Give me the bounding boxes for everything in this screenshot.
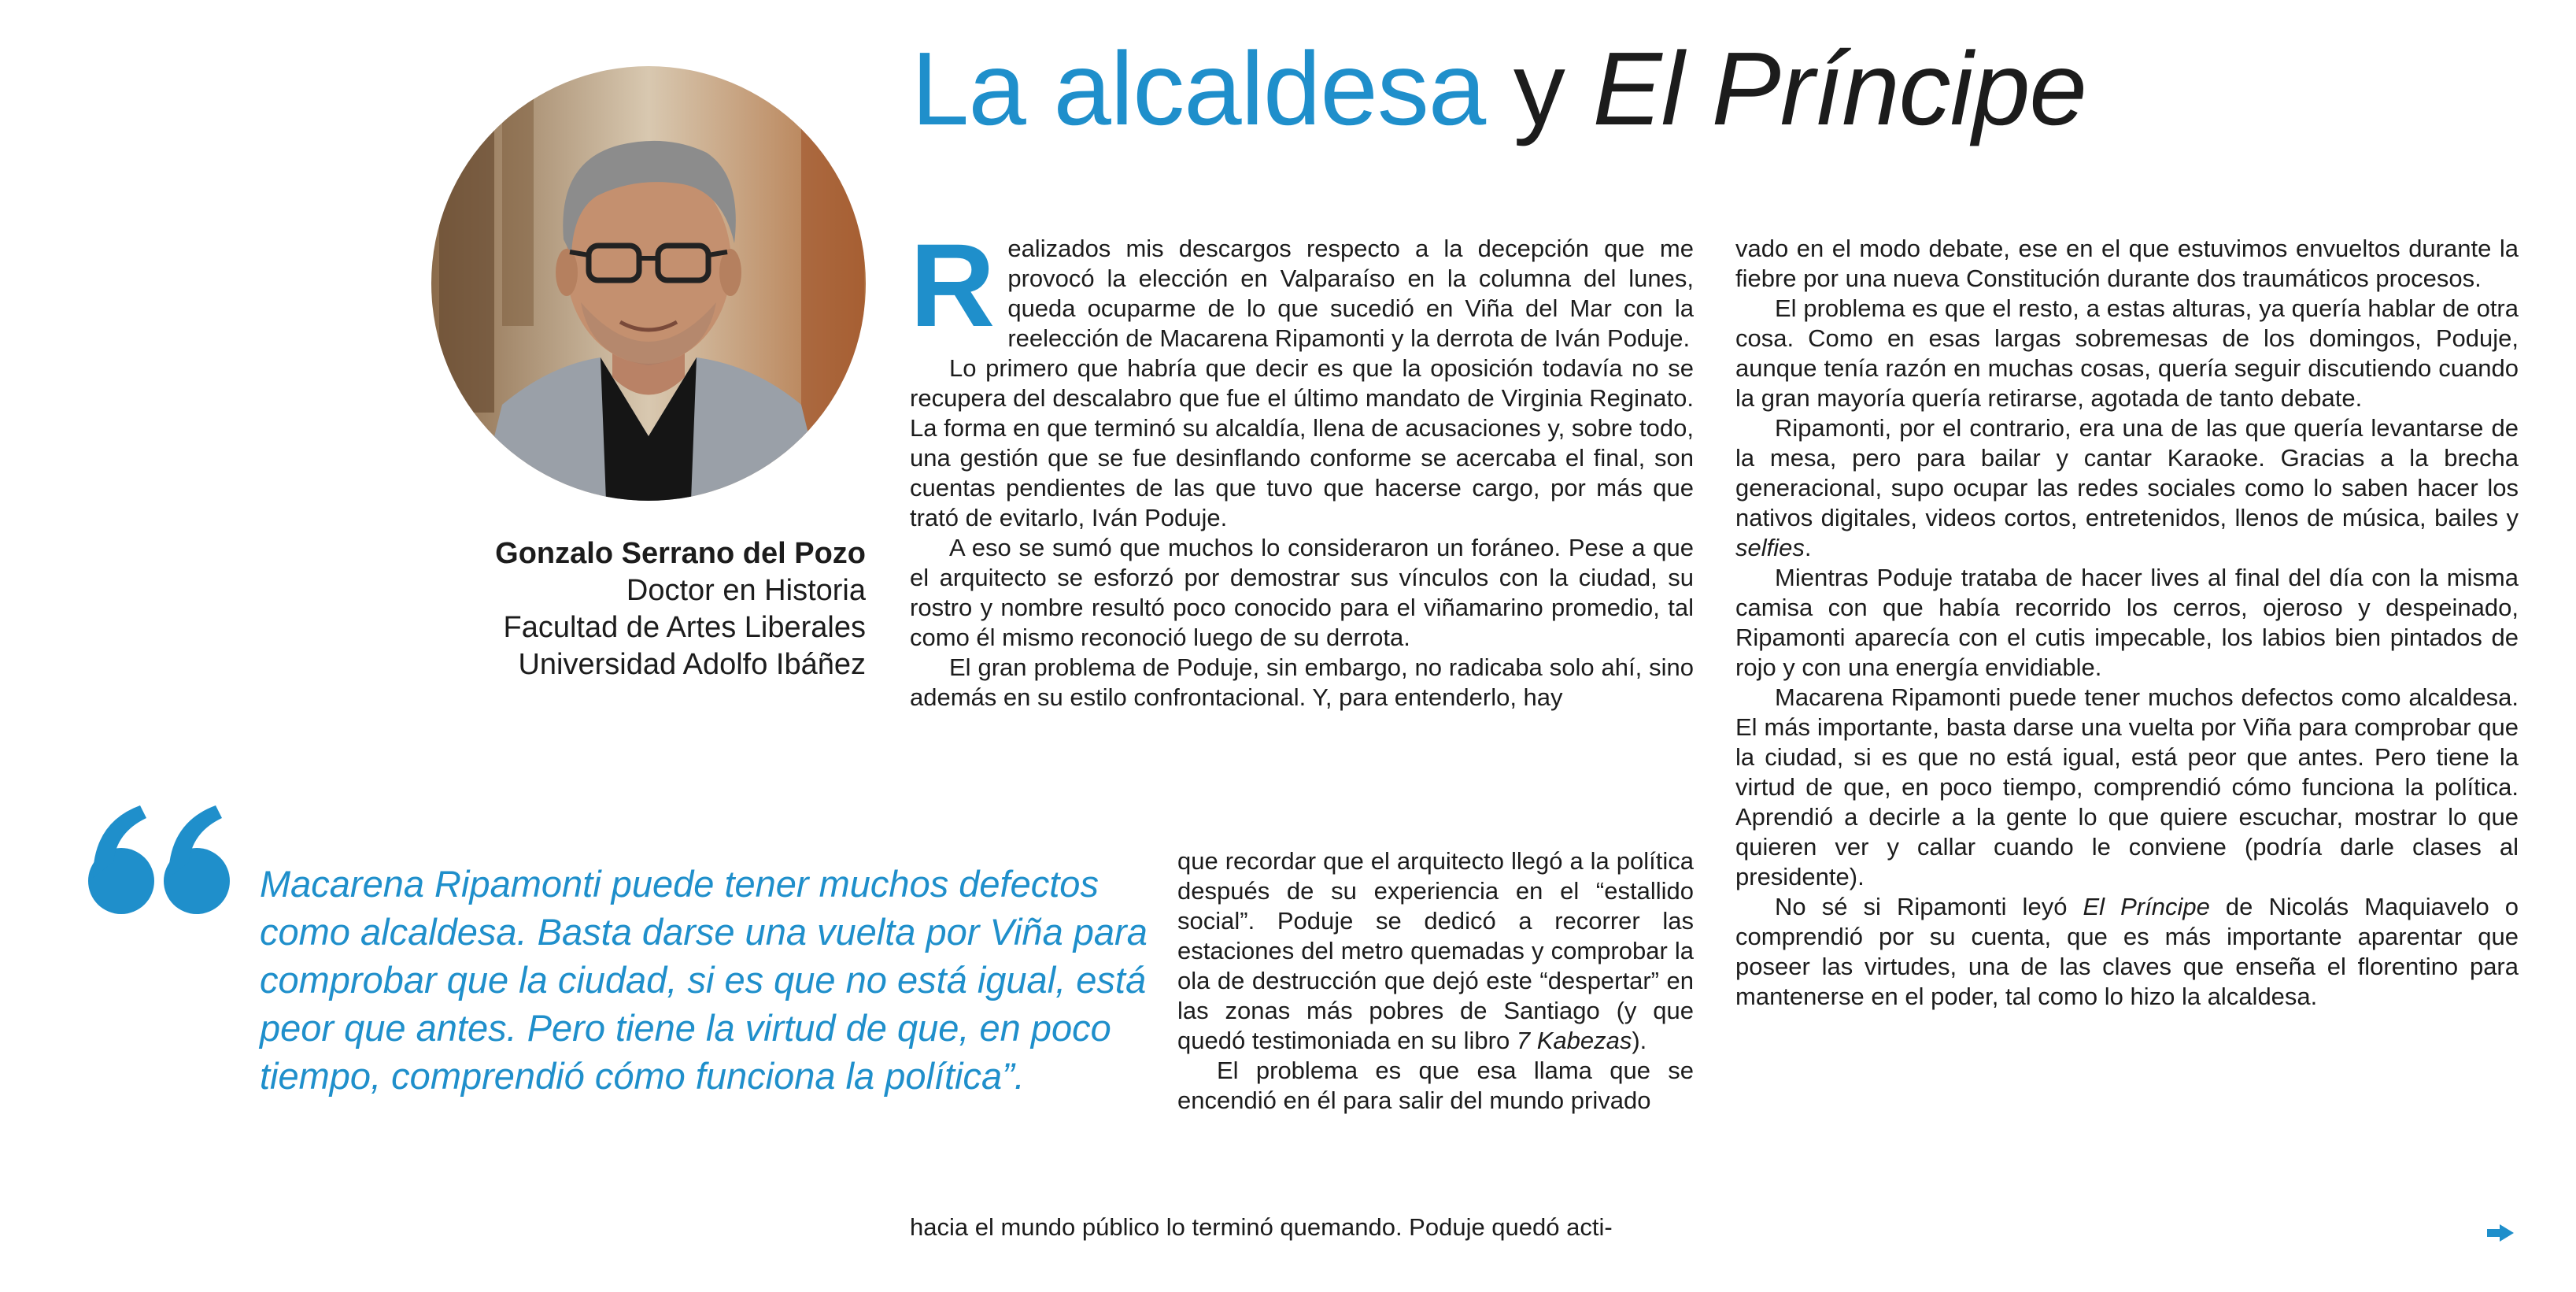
paragraph-9-text: Ripamonti, por el contrario, era una de las que quería levantarse de la mesa, pero para bailar y cantar Karaoke. Gracias a la brecha generacional, supo ocupar las redes sociales como lo saben hacer los nativos digitales, videos cortos, entretenidos, llenos de música, bailes y	[1735, 414, 2519, 531]
author-university: Universidad Adolfo Ibáñez	[518, 648, 866, 681]
quote-mark-icon	[85, 799, 235, 917]
article-paragraph-5	[1177, 846, 1694, 1056]
paragraph-12-end: de Nicolás Maquiavelo o comprendió por su cuenta, que es más importante aparentar que poseer las virtudes, una de las claves que enseña el florentino para mantenerse en el poder, tal como lo hizo la alcaldesa.	[1735, 893, 2519, 1010]
author-name: Gonzalo Serrano del Pozo	[495, 537, 866, 570]
pull-quote: Macarena Ripamonti puede tener muchos defectos como alcaldesa. Basta darse una vuelta por Viña para comprobar que la ciudad, si es que no está igual, está peor que antes. Pero tiene la virtud de que, en poco tiempo, comprendió cómo funciona la política”.	[260, 863, 1148, 1097]
book-title-el-principe: El Príncipe	[2083, 893, 2210, 920]
paragraph-5-text: que recordar que el arquitecto llegó a la política después de su experiencia en el “estallido social”. Poduje se dedicó a recorrer las estaciones del metro quemadas y comprobar la ola de destrucción que dejó este “despertar” en las zonas más pobres de Santiago (y que quedó testimoniada en su libro	[1177, 847, 1694, 1054]
article-column-1-narrow	[1177, 846, 1694, 1116]
article-paragraph-10: Mientras Poduje trataba de hacer lives al final del día con la misma camisa con que había recorrido los cerros, ojeroso y despeinado, Ripamonti aparecía con el cutis impecable, los labios bien pintados de rojo y con una energía envidiable.	[1735, 564, 2519, 681]
author-portrait	[431, 66, 866, 501]
article-paragraph-11: Macarena Ripamonti puede tener muchos defectos como alcaldesa. El más importante, basta darse una vuelta por Viña para comprobar que la ciudad, si es que no está igual, está peor que antes. Pero tiene la virtud de que, en poco tiempo, comprendió cómo funciona la política. Aprendió a decirle a la gente lo que quiere escuchar, mostrar lo que quieren ver y callar cuando le conviene (podría darle clases al presidente).	[1735, 683, 2519, 890]
author-title: Doctor en Historia	[626, 574, 866, 607]
paragraph-9-end: .	[1804, 534, 1812, 561]
headline-part-2: y	[1485, 31, 1593, 146]
article-paragraph-6-continued: hacia el mundo público lo terminó quemando. Poduje quedó acti-	[910, 1213, 1613, 1241]
drop-cap: R	[910, 219, 996, 351]
article-paragraph-9	[1735, 413, 2519, 563]
headline-part-3: El Príncipe	[1592, 31, 2086, 146]
paragraph-12-start: No sé si Ripamonti leyó	[1775, 893, 2083, 920]
book-title-7-kabezas: 7 Kabezas	[1516, 1027, 1632, 1054]
article-paragraph-6: El problema es que esa llama que se encendió en él para salir del mundo privado	[1177, 1057, 1694, 1114]
continue-arrow-icon	[2487, 1224, 2514, 1242]
author-credit	[441, 535, 866, 683]
article-paragraph-4: El gran problema de Poduje, sin embargo, no radicaba solo ahí, sino además en su estilo confrontacional. Y, para entenderlo, hay	[910, 653, 1694, 711]
article-paragraph-1	[910, 219, 1694, 354]
article-column-1-last-line	[910, 1212, 1694, 1242]
article-paragraph-3: A eso se sumó que muchos lo consideraron un foráneo. Pese a que el arquitecto se esforzó por demostrar sus vínculos con la ciudad, su rostro y nombre resultó poco conocido para el viñamarino promedio, tal como él mismo reconoció luego de su derrota.	[910, 534, 1694, 651]
article-paragraph-7: vado en el modo debate, ese en el que estuvimos envueltos durante la fiebre por una nueva Constitución durante dos traumáticos procesos.	[1735, 235, 2519, 292]
article-paragraph-12	[1735, 892, 2519, 1012]
paragraph-5-end: ).	[1632, 1027, 1647, 1054]
article-paragraph-2: Lo primero que habría que decir es que la oposición todavía no se recupera del descalabro que fue el último mandato de Virginia Reginato. La forma en que terminó su alcaldía, llena de acusaciones y, sobre todo, una gestión que se fue desinflando conforme se acercaba el final, son cuentas pendientes de las que tuvo que hacerse cargo, por más que trató de evitarlo, Iván Poduje.	[910, 354, 1694, 531]
article-column-2	[1735, 234, 2519, 1012]
selfies-word: selfies	[1735, 534, 1805, 561]
article-paragraph-8: El problema es que el resto, a estas alturas, ya quería hablar de otra cosa. Como en esas largas sobremesas de los domingos, Poduje, aunque tenía razón en muchas cosas, quería seguir discutiendo cuando la gran mayoría quería retirarse, agotada de tanto debate.	[1735, 294, 2519, 412]
headline	[911, 31, 2086, 146]
headline-part-1: La alcaldesa	[911, 31, 1486, 146]
author-faculty: Facultad de Artes Liberales	[503, 611, 866, 644]
paragraph-1-text: ealizados mis descargos respecto a la decepción que me provocó la elección en Valparaíso en la columna del lunes, queda ocuparme de lo que sucedió en Viña del Mar con la reelección de Macarena Ripamonti y la derrota de Iván Poduje.	[1007, 235, 1694, 352]
article-column-1	[910, 219, 1694, 713]
